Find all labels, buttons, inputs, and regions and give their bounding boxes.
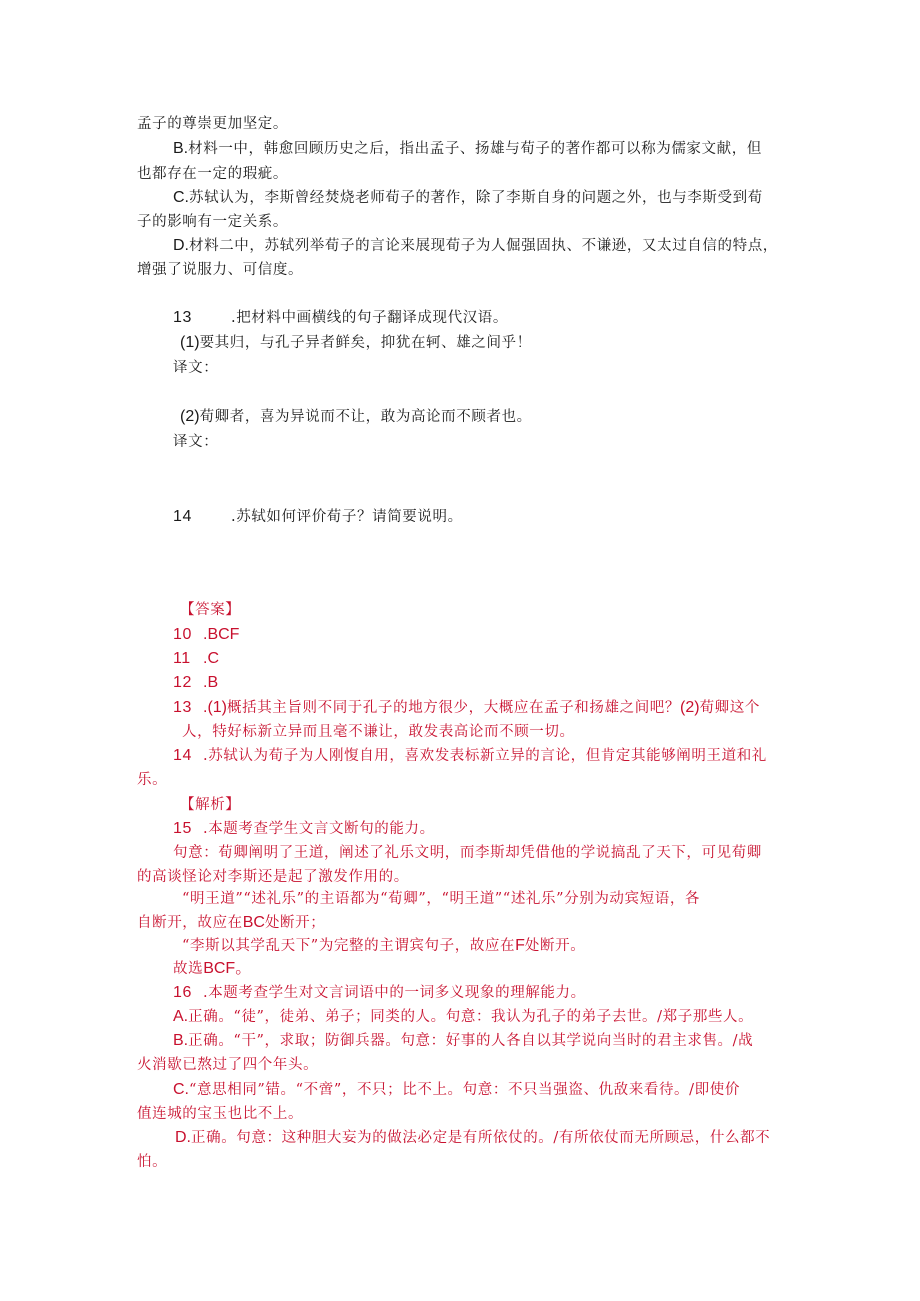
- option-c: C.苏轼认为，李斯曾经焚烧老师荀子的著作，除了李斯自身的问题之外，也与李斯受到荀: [173, 189, 763, 206]
- option-c-line2: 子的影响有一定关系。: [137, 214, 288, 230]
- analysis-16-d: D.正确。句意：这种胆大妄为的做法必定是有所依仗的。/有所依仗而无所顾忌，什么都不: [175, 1129, 771, 1146]
- analysis-15-line6: 故选BCF。: [173, 960, 252, 977]
- answer-heading: 【答案】: [180, 602, 241, 618]
- question-13-translation-1: 译文：: [173, 360, 219, 376]
- question-13-translation-2: 译文：: [173, 434, 219, 450]
- option-b-line2: 也都存在一定的瑕疵。: [137, 166, 288, 182]
- analysis-heading: 【解析】: [180, 797, 241, 813]
- analysis-15-line2: 的高谈怪论对李斯还是起了激发作用的。: [137, 869, 409, 885]
- analysis-16-d-line2: 怕。: [137, 1154, 168, 1170]
- analysis-16-a: A.正确。“徒”，徒弟、弟子；同类的人。句意：我认为孔子的弟子去世。/郑子那些人。: [173, 1008, 754, 1025]
- analysis-16-c: C.“意思相同”错。“不啻”，不只；比不上。句意：不只当强盗、仇敌来看待。/即使价: [173, 1081, 740, 1098]
- option-a-tail: 孟子的尊崇更加坚定。: [137, 116, 288, 132]
- question-14: 14 .苏轼如何评价荀子？请简要说明。: [173, 508, 463, 525]
- question-13-sentence-2: (2)荀卿者，喜为异说而不让，敢为高论而不顾者也。: [180, 408, 532, 425]
- answer-14-line2: 乐。: [137, 772, 168, 788]
- analysis-15: 15 .本题考查学生文言文断句的能力。: [173, 820, 435, 837]
- answer-10: 10 .BCF: [173, 626, 240, 643]
- analysis-16-b-line2: 火消歇已熬过了四个年头。: [137, 1057, 319, 1073]
- answer-11: 11 .C: [173, 650, 219, 667]
- answer-13: 13 .(1)概括其主旨则不同于孔子的地方很少，大概应在孟子和扬雄之间吧？(2)荀卿这个: [173, 699, 760, 716]
- analysis-15-line1: 句意：荀卿阐明了王道，阐述了礼乐文明，而李斯却凭借他的学说搞乱了天下，可见荀卿: [173, 845, 762, 861]
- analysis-16-b: B.正确。“干”，求取；防御兵器。句意：好事的人各自以其学说向当时的君主求售。/战: [173, 1032, 754, 1049]
- analysis-16: 16 .本题考查学生对文言词语中的一词多义现象的理解能力。: [173, 984, 586, 1001]
- analysis-15-line5: “李斯以其学乱天下”为完整的主谓宾句子，故应在F处断开。: [182, 937, 586, 954]
- answer-12: 12 .B: [173, 674, 219, 691]
- answer-13-line2: 人，特好标新立异而且毫不谦让，敢发表高论而不顾一切。: [182, 724, 575, 740]
- option-d: D.材料二中，苏轼列举荀子的言论来展现荀子为人倔强固执、不谦逊，又太过自信的特点，: [173, 237, 778, 254]
- analysis-15-line4: 自断开，故应在BC处断开；: [137, 914, 326, 931]
- option-d-line2: 增强了说服力、可信度。: [137, 262, 304, 278]
- answer-14: 14 .苏轼认为荀子为人刚愎自用，喜欢发表标新立异的言论，但肯定其能够阐明王道和礼: [173, 747, 767, 764]
- analysis-16-c-line2: 值连城的宝玉也比不上。: [137, 1106, 304, 1122]
- question-13: 13 .把材料中画横线的句子翻译成现代汉语。: [173, 309, 509, 326]
- question-13-sentence-1: (1)要其归，与孔子异者鲜矣，抑犹在轲、雄之间乎！: [180, 334, 532, 351]
- analysis-15-line3: “明王道”“述礼乐”的主语都为“荀卿”，“明王道”“述礼乐”分别为动宾短语，各: [182, 891, 701, 907]
- option-b: B.材料一中，韩愈回顾历史之后，指出孟子、扬雄与荀子的著作都可以称为儒家文献，但: [173, 140, 762, 157]
